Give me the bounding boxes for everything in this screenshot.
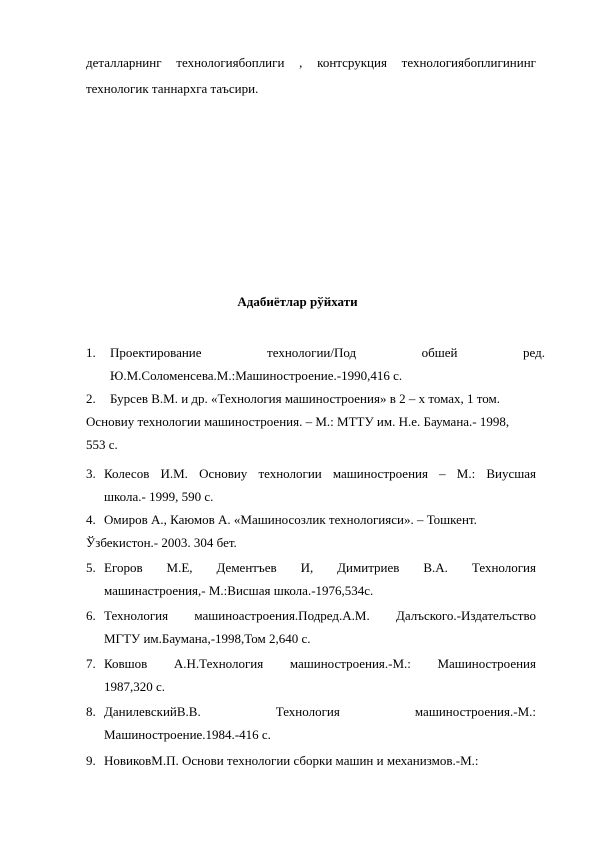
ref-1-line-1: Проектирование технологии/Под обшей ред. (110, 345, 545, 360)
ref-2-cont-1: Основиу технологии машиностроения. – М.: МТТУ им. Н.е. Баумана.- 1998, (86, 414, 510, 429)
ref-4-line-1: Омиров А., Каюмов А. «Машиносозлик технологияси». – Тошкент. (104, 512, 477, 527)
ref-5-line-2: машинастроения,- М.:Висшая школа.-1976,534с. (104, 583, 374, 598)
ref-1-number: 1. (86, 345, 96, 360)
ref-3-line-1: Колесов И.М. Основиу технологии машиностроения – М.: Виусшая (104, 466, 536, 481)
ref-8-line-1: ДанилевскийВ.В. Технология машиностроения.-М.: (104, 704, 536, 719)
intro-line-1: деталларнинг технологиябоплиги , контсрукция технологиябоплигининг (86, 55, 536, 70)
ref-3-number: 3. (86, 466, 96, 481)
ref-4-cont-1: Ўзбекистон.- 2003. 304 бет. (86, 535, 237, 550)
ref-4-number: 4. (86, 512, 96, 527)
ref-6-number: 6. (86, 608, 96, 623)
ref-9-line-1: НовиковМ.П. Основи технологии сборки машин и механизмов.-М.: (104, 753, 479, 768)
references-heading: Адабиётлар рўйхати (237, 294, 358, 309)
ref-1-line-2: Ю.М.Соломенсева.М.:Машиностроение.-1990,416 с. (110, 368, 403, 383)
intro-line-2: технологик таннархга таъсири. (86, 81, 259, 96)
ref-7-number: 7. (86, 656, 96, 671)
ref-7-line-2: 1987,320 с. (104, 679, 166, 694)
ref-7-line-1: Ковшов А.Н.Технология машиностроения.-М.: Машиностроения (104, 656, 536, 671)
ref-6-line-2: МГТУ им.Баумана,-1998,Том 2,640 с. (104, 631, 311, 646)
ref-6-line-1: Технология машиноастроения.Подред.А.М. Далъского.-Издателъство (104, 608, 536, 623)
ref-2-number: 2. (86, 391, 96, 406)
ref-3-line-2: школа.- 1999, 590 с. (104, 489, 214, 504)
ref-5-line-1: Егоров М.Е, Дементъев И, Димитриев В.А. Технология (104, 560, 536, 575)
ref-9-number: 9. (86, 753, 96, 768)
ref-8-number: 8. (86, 704, 96, 719)
ref-2-line-1: Бурсев В.М. и др. «Технология машиностроения» в 2 – х томах, 1 том. (110, 391, 500, 406)
ref-5-number: 5. (86, 560, 96, 575)
ref-8-line-2: Машиностроение.1984.-416 с. (104, 727, 271, 742)
ref-2-cont-2: 553 с. (86, 437, 118, 452)
